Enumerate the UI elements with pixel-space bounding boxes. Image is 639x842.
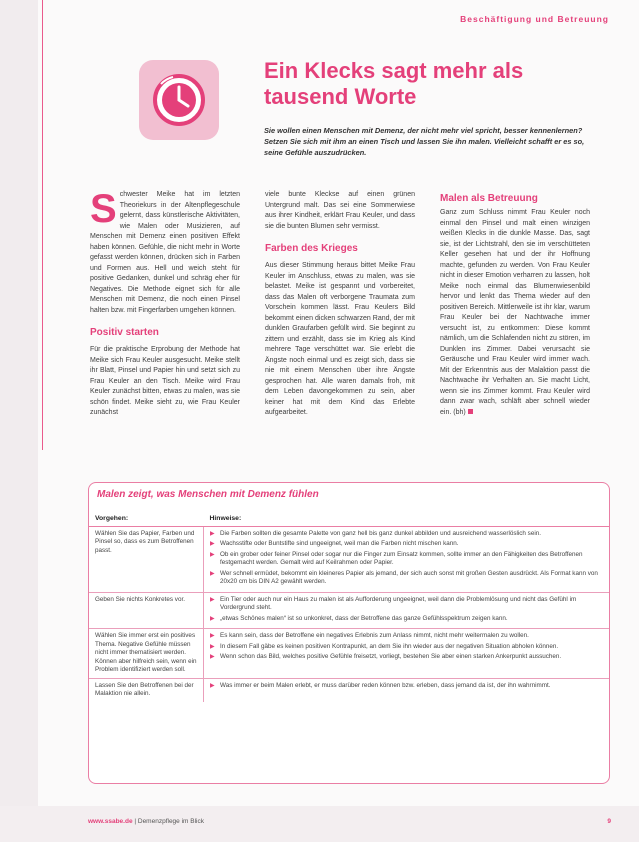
- table-cell-hints: [204, 629, 610, 679]
- subhead-positiv-starten: Positiv starten: [90, 327, 159, 338]
- hint-item: ▶ Ein Tier oder auch nur ein Haus zu malen ist als Aufforderung ungeeignet, weil dann die Problemlösung und nicht das Gefühl im Vordergrund steht.: [210, 596, 603, 613]
- table-header-row: [89, 513, 609, 526]
- hint-item: ▶ Wer schnell ermüdet, bekommt ein kleineres Papier als jemand, der sich auch sonst mit großen Gesten ausdrückt. Als Format kann von 20x20 cm bis DIN A2 gewählt werden.: [210, 570, 603, 587]
- hint-item: ▶ Was immer er beim Malen erlebt, er muss darüber reden können bzw. erleben, dass jemand da ist, der ihn wahrnimmt.: [210, 682, 603, 691]
- headline: Ein Klecks sagt mehr als tausend Worte: [264, 58, 524, 109]
- table-header-vorgehen: Vorgehen:: [89, 513, 204, 526]
- table-cell-hints: [204, 678, 610, 702]
- end-square-icon: [468, 409, 473, 414]
- subhead-farben-des-krieges: Farben des Krieges: [265, 243, 358, 254]
- subhead-malen-als-betreuung: Malen als Betreuung: [440, 193, 538, 204]
- table-cell-step: Geben Sie nichts Konkretes vor.: [89, 592, 204, 629]
- table-cell-hints: [204, 592, 610, 629]
- teaser: Sie wollen einen Menschen mit Demenz, der nicht mehr viel spricht, besser kennenlernen? Setzen Sie sich mit ihm an einen Tisch und lassen Sie ihn malen. Vielleicht schafft er es so, seine Gefühle auszudrücken.: [264, 126, 585, 157]
- hint-item: ▶ Es kann sein, dass der Betroffene ein negatives Erlebnis zum Anlass nimmt, nicht mehr weitermalen zu wollen.: [210, 632, 603, 641]
- section3-paragraph: [440, 208, 590, 418]
- info-table: [89, 513, 609, 702]
- footer-label: Demenzpflege im Blick: [137, 818, 204, 825]
- clock-icon: [139, 60, 219, 140]
- footer-url-link[interactable]: www.ssabe.de: [88, 818, 133, 825]
- table-header-hinweise: Hinweise:: [204, 513, 610, 526]
- table-row: [89, 629, 609, 679]
- hint-item: ▶ In diesem Fall gäbe es keinen positiven Kontrapunkt, an dem Sie ihn wieder aus der negativen Situation abholen können.: [210, 643, 603, 652]
- section3-text: Ganz zum Schluss nimmt Frau Keuler noch einmal den Pinsel und malt einen winzigen weißen Klecks in die dunkle Masse. Das, sagt sie, ist der Lichtstrahl, den sie im verschütteten Keller gesehen hat und der ihr Hoffnung machte, gefunden zu werden. Von Frau Keuler nicht in dieser Emotion verharren zu lassen, holt Meike noch einmal das Blumenwiesenbild hervor und lenkt das Thema wieder auf den positiven Bereich. Mittlerweile ist ihr klar, warum Frau Keuler bei der Nachtwache immer versucht ist, zu entkommen: Diese kommt nämlich, um die Schlafenden nicht zu stören, im Dunklen ins Zimmer. Dabei verursacht sie Geräusche und Frau Keuler wird immer wach. Mit der Erkenntnis aus der Malaktion passt die Nachtwache ihr Verhalten an. Sie macht Licht, wenn sie ins Zimmer kommt. Frau Keuler wird dann zwar wach, schläft aber schnell wieder ein.: [440, 209, 590, 416]
- section2-text: Aus dieser Stimmung heraus bittet Meike Frau Keuler im Anschluss, etwas zu malen, was sie belastet. Meike ist gespannt und vorbereitet, dass das Malen oft verborgene Traumata zum Vorschein kommen lässt. Frau Keulers Bild bekommt einen dicken schwarzen Rand, der mit dunklen Graufarben gefüllt wird. Sie beginnt zu zittern und erzählt, dass sie im Krieg als Kind mehrere Tage verschüttet war. Sie erlebt die Ängste noch einmal und es zeigt sich, dass sie nie mit einem Menschen über ihre Ängste gesprochen hat. Alle waren damals froh, mit dem Leben davongekommen zu sein, aber keiner hat mit dem Kind das Erlebte aufgearbeitet.: [265, 262, 415, 416]
- section-title: Beschäftigung und Betreuung: [460, 14, 609, 24]
- table-cell-step: Lassen Sie den Betroffenen bei der Malaktion nie allein.: [89, 678, 204, 702]
- author-tag: (bh): [453, 408, 466, 416]
- info-box: [88, 482, 610, 784]
- left-accent-rule: [42, 0, 43, 450]
- article-column-2: [265, 190, 415, 423]
- page-number: 9: [607, 818, 611, 825]
- table-cell-hints: [204, 526, 610, 592]
- table-row: [89, 678, 609, 702]
- article-column-3: [440, 208, 590, 422]
- table-cell-step: Wählen Sie das Papier, Farben und Pinsel so, dass es zum Betroffenen passt.: [89, 526, 204, 592]
- hint-item: ▶ Wachsstifte oder Buntstifte sind ungeeignet, weil man die Farben nicht mischen kann.: [210, 540, 603, 549]
- hint-item: ▶ Wenn schon das Bild, welches positive Gefühle freisetzt, vorliegt, bestehen Sie aber einen starken Ankerpunkt aussuchen.: [210, 653, 603, 662]
- intro-paragraph: [90, 187, 240, 316]
- footer: www.ssabe.de | Demenzpflege im Blick: [88, 818, 204, 825]
- table-row: [89, 526, 609, 592]
- dropcap: S: [90, 187, 117, 231]
- info-box-title: Malen zeigt, was Menschen mit Demenz fühlen: [97, 489, 319, 500]
- table-cell-step: Wählen Sie immer erst ein positives Thema. Negative Gefühle müssen nicht immer thematisiert werden. Können aber hilfreich sein, wenn ein Problem identifiziert werden soll.: [89, 629, 204, 679]
- table-row: [89, 592, 609, 629]
- left-margin-band: [0, 0, 38, 842]
- col2-top-text: viele bunte Kleckse auf einen grünen Untergrund malt. Das sei eine Sommerwiese aus ihrer Kindheit, erklärt Frau Keuler, und dass sie die bunten Blumen sehr vermisst.: [265, 191, 415, 230]
- intro-text: chwester Meike hat im letzten Theoriekurs in der Altenpflegeschule gelernt, dass künstlerische Aktivitäten, wie Malen oder Musizieren, auf Menschen mit Demenz einen positiven Effekt haben können. Gefühle, die nicht mehr in Worte gefasst werden können, drücken sich in Farben und Formen aus. Hell und weich steht für positive Gedanken, dunkel und schräg eher für Negatives. Die Methode eignet sich für alle Menschen mit Demenz, die noch einen Pinsel halten bzw. mit Fingerfarben umgehen können.: [90, 191, 240, 314]
- hint-item: ▶ „etwas Schönes malen“ ist so unkonkret, dass der Betroffene das ganze Gefühlsspektrum zeigen kann.: [210, 615, 603, 624]
- article-column-1: [90, 187, 240, 423]
- hint-item: ▶ Ob ein grober oder feiner Pinsel oder sogar nur die Finger zum Einsatz kommen, sollte immer an den Fähigkeiten des Betroffenen festgemacht werden. Gemalt wird auf Keilrahmen oder Papier.: [210, 551, 603, 568]
- hint-item: ▶ Die Farben sollten die gesamte Palette von ganz hell bis ganz dunkel abbilden und ausreichend wasserlöslich sein.: [210, 530, 603, 539]
- section1-text: Für die praktische Erprobung der Methode hat Meike sich Frau Keuler ausgesucht. Meike stellt ihr Blatt, Pinsel und Papier hin und setzt sich zu Frau Keuler an den Tisch. Meike wird Frau Keuler zunächst bitten, etwas zu malen, was sie schön findet. Meike sieht zu, wie Frau Keuler zunächst: [90, 346, 240, 416]
